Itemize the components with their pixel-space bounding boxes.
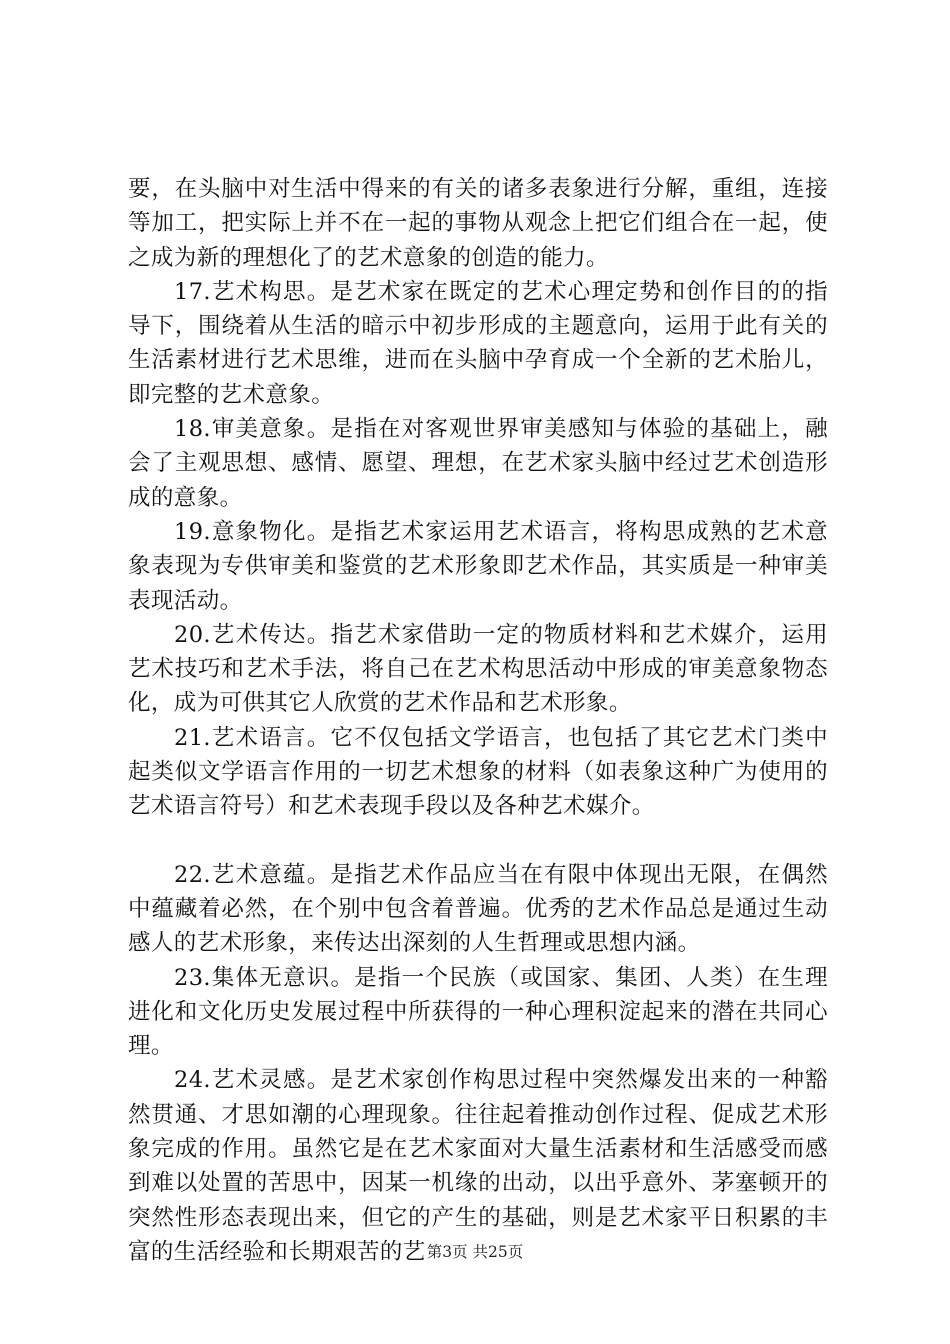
paragraph-item-23: 23.集体无意识。是指一个民族（或国家、集团、人类）在生理进化和文化历史发展过程中所获得的一种心理积淀起来的潜在共同心理。 xyxy=(128,964,828,1060)
paragraph-item-20: 20.艺术传达。指艺术家借助一定的物质材料和艺术媒介，运用艺术技巧和艺术手法，将自己在艺术构思活动中形成的审美意象物态化，成为可供其它人欣赏的艺术作品和艺术形象。 xyxy=(128,621,828,717)
paragraph-item-19: 19.意象物化。是指艺术家运用艺术语言，将构思成熟的艺术意象表现为专供审美和鉴赏的艺术形象即艺术作品，其实质是一种审美表现活动。 xyxy=(128,518,828,614)
paragraph-item-22: 22.艺术意蕴。是指艺术作品应当在有限中体现出无限，在偶然中蕴藏着必然，在个别中包含着普遍。优秀的艺术作品总是通过生动感人的艺术形象，来传达出深刻的人生哲理或思想内涵。 xyxy=(128,861,828,957)
paragraph-item-21: 21.艺术语言。它不仅包括文学语言，也包括了其它艺术门类中起类似文学语言作用的一切艺术想象的材料（如表象这种广为使用的艺术语言符号）和艺术表现手段以及各种艺术媒介。 xyxy=(128,724,828,820)
document-body xyxy=(128,172,828,1269)
paragraph-item-24: 24.艺术灵感。是艺术家创作构思过程中突然爆发出来的一种豁然贯通、才思如潮的心理现象。往往起着推动创作过程、促成艺术形象完成的作用。虽然它是在艺术家面对大量生活素材和生活感受而感到难以处置的苦思中，因某一机缘的出动，以出乎意外、茅塞顿开的突然性形态表现出来，但它的产生的基础，则是艺术家平日积累的丰富的生活经验和长期艰苦的艺 xyxy=(128,1067,828,1265)
paragraph-item-17: 17.艺术构思。是艺术家在既定的艺术心理定势和创作目的的指导下，围绕着从生活的暗示中初步形成的主题意向，运用于此有关的生活素材进行艺术思维，进而在头脑中孕育成一个全新的艺术胎儿，即完整的艺术意象。 xyxy=(128,278,828,408)
paragraph-item-18: 18.审美意象。是指在对客观世界审美感知与体验的基础上，融会了主观思想、感情、愿望、理想，在艺术家头脑中经过艺术创造形成的意象。 xyxy=(128,416,828,511)
paragraph-continuation: 要，在头脑中对生活中得来的有关的诸多表象进行分解，重组，连接等加工，把实际上并不在一起的事物从观念上把它们组合在一起，使之成为新的理想化了的艺术意象的创造的能力。 xyxy=(128,176,828,271)
page-number-indicator: 第3页 共25页 xyxy=(426,1243,524,1261)
page-footer xyxy=(0,1240,950,1262)
